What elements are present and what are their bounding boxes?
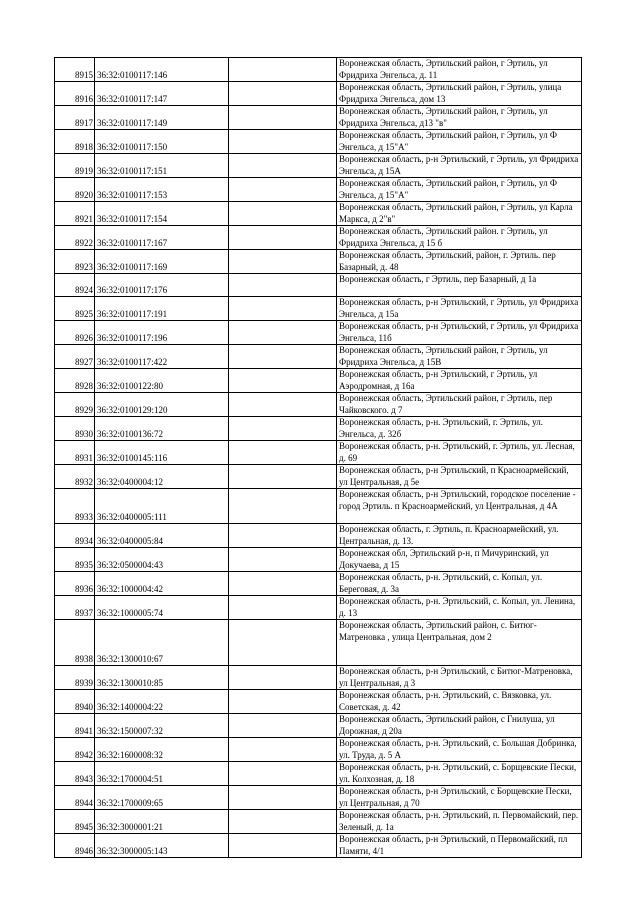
table-row bbox=[55, 714, 582, 738]
row-number: 8921 bbox=[55, 202, 95, 226]
table-row bbox=[55, 620, 582, 666]
cadastral-number: 36:32:0100117:147 bbox=[95, 82, 229, 106]
table-row bbox=[55, 834, 582, 858]
address-cell: Воронежская область, Эртильский район. г Эртиль, ул Фридриха Энгельса, д 15 б bbox=[337, 226, 582, 250]
table-row bbox=[55, 297, 582, 321]
empty-cell bbox=[229, 834, 337, 858]
empty-cell bbox=[229, 714, 337, 738]
address-cell: Воронежская область, р-н. Эртильский, с. Вязковка, ул. Советская, д. 42 bbox=[337, 690, 582, 714]
row-number: 8945 bbox=[55, 810, 95, 834]
row-number: 8917 bbox=[55, 106, 95, 130]
address-cell: Воронежская область, р-н Эртильский, городское поселение - город Эртиль. п Красноармейский, ул Центральная, д 4А bbox=[337, 489, 582, 524]
table-row bbox=[55, 130, 582, 154]
cadastral-number: 36:32:3000001:21 bbox=[95, 810, 229, 834]
address-cell: Воронежская область, р-н Эртильский, с Битюг-Матреновка, ул Центральная, д 3 bbox=[337, 666, 582, 690]
cadastral-number: 36:32:0500004:43 bbox=[95, 548, 229, 572]
address-cell: Воронежская область, р-н. Эртильский, с. Большая Добринка, ул. Труда, д. 5 А bbox=[337, 738, 582, 762]
cadastral-number: 36:32:0100122:80 bbox=[95, 369, 229, 393]
table-row bbox=[55, 596, 582, 620]
table-row bbox=[55, 321, 582, 345]
empty-cell bbox=[229, 369, 337, 393]
row-number: 8918 bbox=[55, 130, 95, 154]
address-cell: Воронежская обл, Эртильский р-н, п Мичуринский, ул Докучаева, д 15 bbox=[337, 548, 582, 572]
table-row bbox=[55, 666, 582, 690]
empty-cell bbox=[229, 417, 337, 441]
row-number: 8916 bbox=[55, 82, 95, 106]
table-row bbox=[55, 786, 582, 810]
empty-cell bbox=[229, 345, 337, 369]
cadastral-table bbox=[54, 57, 582, 858]
row-number: 8942 bbox=[55, 738, 95, 762]
empty-cell bbox=[229, 762, 337, 786]
empty-cell bbox=[229, 489, 337, 524]
cadastral-number: 36:32:1400004:22 bbox=[95, 690, 229, 714]
address-cell: Воронежская область, Эртильский район, г Эртиль, ул Ф Энгельса, д 15"А" bbox=[337, 130, 582, 154]
empty-cell bbox=[229, 690, 337, 714]
row-number: 8929 bbox=[55, 393, 95, 417]
row-number: 8930 bbox=[55, 417, 95, 441]
cadastral-number: 36:32:1700009:65 bbox=[95, 786, 229, 810]
empty-cell bbox=[229, 178, 337, 202]
empty-cell bbox=[229, 321, 337, 345]
document-sheet bbox=[54, 57, 581, 858]
empty-cell bbox=[229, 465, 337, 489]
cadastral-number: 36:32:1500007:32 bbox=[95, 714, 229, 738]
address-cell: Воронежская область, р-н Эртильский, с Борщевские Пески, ул Центральная, д 70 bbox=[337, 786, 582, 810]
address-cell: Воронежская область, Эртильский район, с Гнилуша, ул Дорожная, д 20а bbox=[337, 714, 582, 738]
table-row bbox=[55, 226, 582, 250]
address-cell: Воронежская область, г Эртиль, пер Базарный, д 1а bbox=[337, 274, 582, 297]
cadastral-number: 36:32:0100145:116 bbox=[95, 441, 229, 465]
row-number: 8934 bbox=[55, 524, 95, 548]
row-number: 8939 bbox=[55, 666, 95, 690]
cadastral-number: 36:32:0100117:169 bbox=[95, 250, 229, 274]
cadastral-number: 36:32:0100117:191 bbox=[95, 297, 229, 321]
address-cell: Воронежская область, р-н Эртильский, п Красноармейский, ул Центральная, д 5е bbox=[337, 465, 582, 489]
table-row bbox=[55, 369, 582, 393]
table-row bbox=[55, 274, 582, 297]
cadastral-number: 36:32:1300010:85 bbox=[95, 666, 229, 690]
empty-cell bbox=[229, 786, 337, 810]
address-cell: Воронежская область, Эртильский район, г Эртиль, ул Фридриха Энгельса, д13 "в" bbox=[337, 106, 582, 130]
address-cell: Воронежская область, р-н. Эртильский, с. Борщевские Пески, ул. Колхозная, д. 18 bbox=[337, 762, 582, 786]
table-row bbox=[55, 441, 582, 465]
empty-cell bbox=[229, 154, 337, 178]
empty-cell bbox=[229, 738, 337, 762]
address-cell: Воронежская область, Эртильский, район, г. Эртиль. пер Базарный, д. 48 bbox=[337, 250, 582, 274]
table-row bbox=[55, 202, 582, 226]
address-cell: Воронежская область, р-н Эртильский, г Эртиль, ул Фридриха Энгельса, д 15А bbox=[337, 154, 582, 178]
row-number: 8931 bbox=[55, 441, 95, 465]
table-row bbox=[55, 524, 582, 548]
table-row bbox=[55, 106, 582, 130]
empty-cell bbox=[229, 596, 337, 620]
row-number: 8922 bbox=[55, 226, 95, 250]
row-number: 8925 bbox=[55, 297, 95, 321]
empty-cell bbox=[229, 274, 337, 297]
empty-cell bbox=[229, 572, 337, 596]
address-cell: Воронежская область, Эртильский район, г Эртиль, ул Фридриха Энгельса, д. 11 bbox=[337, 58, 582, 82]
empty-cell bbox=[229, 620, 337, 666]
empty-cell bbox=[229, 58, 337, 82]
cadastral-number: 36:32:0400005:84 bbox=[95, 524, 229, 548]
row-number: 8933 bbox=[55, 489, 95, 524]
row-number: 8943 bbox=[55, 762, 95, 786]
table-body bbox=[55, 58, 582, 858]
table-row bbox=[55, 393, 582, 417]
row-number: 8936 bbox=[55, 572, 95, 596]
address-cell: Воронежская область, Эртильский район, г Эртиль, ул Карла Маркса, д 2"в" bbox=[337, 202, 582, 226]
table-row bbox=[55, 810, 582, 834]
empty-cell bbox=[229, 106, 337, 130]
cadastral-number: 36:32:0100117:154 bbox=[95, 202, 229, 226]
cadastral-number: 36:32:0400005:111 bbox=[95, 489, 229, 524]
empty-cell bbox=[229, 810, 337, 834]
row-number: 8937 bbox=[55, 596, 95, 620]
address-cell: Воронежская область, Эртильский район, г Эртиль, пер Чайковского. д 7 bbox=[337, 393, 582, 417]
cadastral-number: 36:32:1000004:42 bbox=[95, 572, 229, 596]
table-row bbox=[55, 548, 582, 572]
cadastral-number: 36:32:1000005:74 bbox=[95, 596, 229, 620]
table-row bbox=[55, 489, 582, 524]
address-cell: Воронежская область, р-н Эртильский, п Первомайский, пл Памяти, 4/1 bbox=[337, 834, 582, 858]
table-row bbox=[55, 417, 582, 441]
cadastral-number: 36:32:0100117:153 bbox=[95, 178, 229, 202]
cadastral-number: 36:32:0100117:167 bbox=[95, 226, 229, 250]
empty-cell bbox=[229, 250, 337, 274]
empty-cell bbox=[229, 548, 337, 572]
row-number: 8923 bbox=[55, 250, 95, 274]
empty-cell bbox=[229, 130, 337, 154]
row-number: 8940 bbox=[55, 690, 95, 714]
cadastral-number: 36:32:0100117:422 bbox=[95, 345, 229, 369]
address-cell: Воронежская область, Эртильский район, г Эртиль, ул Ф Энгельса, д 15"А" bbox=[337, 178, 582, 202]
row-number: 8944 bbox=[55, 786, 95, 810]
address-cell: Воронежская область, р-н Эртильский, г Эртиль, ул Аэродромная, д 16а bbox=[337, 369, 582, 393]
empty-cell bbox=[229, 666, 337, 690]
address-cell: Воронежская область, г. Эртиль, п. Красноармейский, ул. Центральная, д. 13. bbox=[337, 524, 582, 548]
cadastral-number: 36:32:0100136:72 bbox=[95, 417, 229, 441]
cadastral-number: 36:32:0100117:196 bbox=[95, 321, 229, 345]
cadastral-number: 36:32:1300010:67 bbox=[95, 620, 229, 666]
table-row bbox=[55, 465, 582, 489]
table-row bbox=[55, 572, 582, 596]
table-row bbox=[55, 762, 582, 786]
address-cell: Воронежская область, р-н. Эртильский, с. Копыл, ул. Береговая, д. 3а bbox=[337, 572, 582, 596]
row-number: 8941 bbox=[55, 714, 95, 738]
address-cell: Воронежская область, р-н. Эртильский, г. Эртиль, ул. Лесная, д. 69 bbox=[337, 441, 582, 465]
row-number: 8926 bbox=[55, 321, 95, 345]
empty-cell bbox=[229, 393, 337, 417]
row-number: 8946 bbox=[55, 834, 95, 858]
cadastral-number: 36:32:0100117:150 bbox=[95, 130, 229, 154]
empty-cell bbox=[229, 297, 337, 321]
address-cell: Воронежская область, р-н. Эртильский, г. Эртиль, ул. Энгельса, д. 32б bbox=[337, 417, 582, 441]
empty-cell bbox=[229, 226, 337, 250]
table-row bbox=[55, 250, 582, 274]
row-number: 8920 bbox=[55, 178, 95, 202]
cadastral-number: 36:32:3000005:143 bbox=[95, 834, 229, 858]
cadastral-number: 36:32:0100117:176 bbox=[95, 274, 229, 297]
cadastral-number: 36:32:0400004:12 bbox=[95, 465, 229, 489]
table-row bbox=[55, 154, 582, 178]
row-number: 8928 bbox=[55, 369, 95, 393]
address-cell: Воронежская область, р-н Эртильский, г Эртиль, ул Фридриха Энгельса, д 15а bbox=[337, 297, 582, 321]
cadastral-number: 36:32:1600008:32 bbox=[95, 738, 229, 762]
address-cell: Воронежская область, Эртильский район, г Эртиль, ул Фридриха Энгельса, д 15В bbox=[337, 345, 582, 369]
address-cell: Воронежская область, р-н. Эртильский, п. Первомайский, пер. Зеленый, д. 1а bbox=[337, 810, 582, 834]
row-number: 8938 bbox=[55, 620, 95, 666]
row-number: 8935 bbox=[55, 548, 95, 572]
row-number: 8927 bbox=[55, 345, 95, 369]
address-cell: Воронежская область, Эртильский район, г Эртиль, улица Фридриха Энгельса, дом 13 bbox=[337, 82, 582, 106]
cadastral-number: 36:32:0100117:151 bbox=[95, 154, 229, 178]
address-cell: Воронежская область, Эртильский район, с. Битюг-Матреновка , улица Центральная, дом 2 bbox=[337, 620, 582, 666]
address-cell: Воронежская область, р-н Эртильский, г Эртиль, ул Фридриха Энгельса, 11б bbox=[337, 321, 582, 345]
cadastral-number: 36:32:0100117:146 bbox=[95, 58, 229, 82]
table-row bbox=[55, 82, 582, 106]
empty-cell bbox=[229, 202, 337, 226]
table-row bbox=[55, 690, 582, 714]
cadastral-number: 36:32:1700004:51 bbox=[95, 762, 229, 786]
table-row bbox=[55, 738, 582, 762]
table-row bbox=[55, 58, 582, 82]
empty-cell bbox=[229, 82, 337, 106]
cadastral-number: 36:32:0100129:120 bbox=[95, 393, 229, 417]
table-row bbox=[55, 345, 582, 369]
row-number: 8924 bbox=[55, 274, 95, 297]
address-cell: Воронежская область, р-н. Эртильский, с. Копыл, ул. Ленина, д. 13 bbox=[337, 596, 582, 620]
row-number: 8915 bbox=[55, 58, 95, 82]
table-row bbox=[55, 178, 582, 202]
row-number: 8932 bbox=[55, 465, 95, 489]
empty-cell bbox=[229, 441, 337, 465]
row-number: 8919 bbox=[55, 154, 95, 178]
cadastral-number: 36:32:0100117:149 bbox=[95, 106, 229, 130]
empty-cell bbox=[229, 524, 337, 548]
